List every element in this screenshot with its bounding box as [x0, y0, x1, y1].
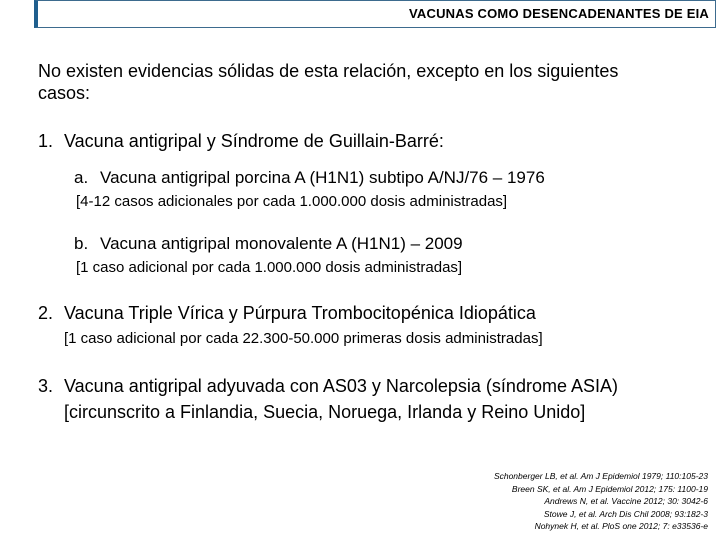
sub-item-text: Vacuna antigripal monovalente A (H1N1) – 2009	[100, 234, 463, 253]
list-item-2	[38, 303, 536, 324]
list-item-text: Vacuna Triple Vírica y Púrpura Trombocitopénica Idiopática	[64, 303, 536, 323]
reference: Nohynek H, et al. PloS one 2012; 7: e33536-e	[534, 521, 708, 531]
sub-item-b	[74, 234, 463, 254]
sub-item-text: Vacuna antigripal porcina A (H1N1) subtipo A/NJ/76 – 1976	[100, 168, 545, 187]
sub-item-a	[74, 168, 545, 188]
list-item-3	[38, 376, 618, 397]
title-bar	[34, 0, 716, 28]
intro-line-2: casos:	[38, 83, 91, 103]
intro-line-1: No existen evidencias sólidas de esta relación, excepto en los siguientes	[38, 61, 619, 81]
list-item-number: 2.	[38, 303, 54, 323]
list-item-number: 1.	[38, 131, 54, 151]
list-item-1	[38, 131, 444, 152]
reference: Schonberger LB, et al. Am J Epidemiol 1979; 110:105-23	[493, 471, 708, 481]
list-item-3-detail: [circunscrito a Finlandia, Suecia, Noruega, Irlanda y Reino Unido]	[64, 402, 586, 422]
sub-item-a-detail: [4-12 casos adicionales por cada 1.000.000 dosis administradas]	[76, 193, 508, 210]
list-item-2-detail: [1 caso adicional por cada 22.300-50.000 primeras dosis administradas]	[64, 330, 543, 347]
reference: Stowe J, et al. Arch Dis Chil 2008; 93:182-3	[543, 508, 708, 519]
list-item-text: Vacuna antigripal y Síndrome de Guillain-Barré:	[64, 131, 444, 151]
slide-title: VACUNAS COMO DESENCADENANTES DE EIA	[408, 6, 709, 21]
list-item-text: Vacuna antigripal adyuvada con AS03 y Narcolepsia (síndrome ASIA)	[64, 376, 618, 396]
sub-item-b-detail: [1 caso adicional por cada 1.000.000 dosis administradas]	[76, 259, 463, 276]
reference: Andrews N, et al. Vaccine 2012; 30: 3042-6	[544, 496, 708, 506]
reference: Breen SK, et al. Am J Epidemiol 2012; 175: 1100-19	[511, 483, 708, 494]
sub-item-letter: b.	[74, 234, 89, 253]
references	[494, 470, 708, 533]
sub-item-letter: a.	[74, 168, 89, 187]
intro-text	[38, 60, 618, 104]
list-item-number: 3.	[38, 376, 54, 396]
